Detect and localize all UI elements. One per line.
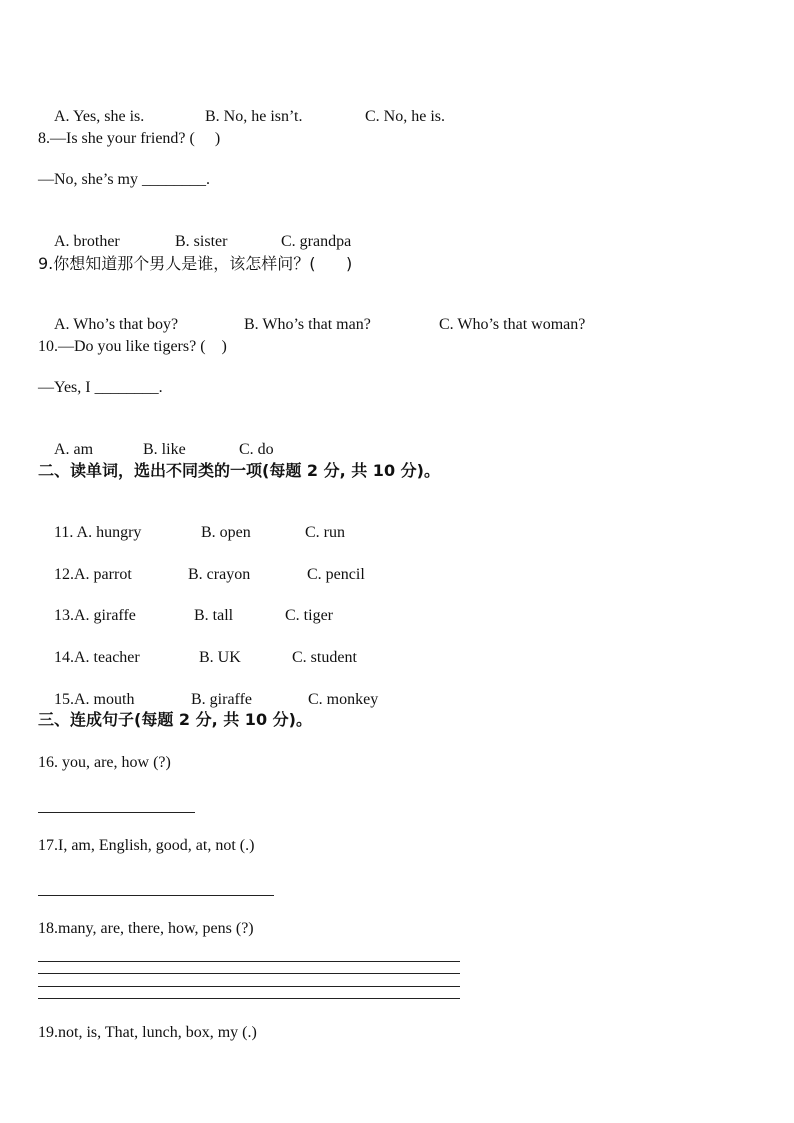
q11-option-a: 11. A. hungry — [54, 524, 142, 541]
q17-prompt: 17.I, am, English, good, at, not (.) — [38, 837, 255, 854]
q17-answer-line[interactable] — [38, 895, 274, 896]
q18-prompt: 18.many, are, there, how, pens (?) — [38, 920, 254, 937]
q9-option-b: B. Who’s that man? — [244, 316, 371, 333]
q7-option-c: C. No, he is. — [365, 108, 445, 125]
q15-option-b: B. giraffe — [191, 691, 253, 708]
q13-option-b: B. tall — [194, 607, 234, 624]
q9-question: 9.你想知道那个男人是谁，该怎样问？( ) — [38, 254, 353, 273]
q12-option-a: 12.A. parrot — [54, 566, 132, 583]
q14-option-b: B. UK — [199, 649, 241, 666]
q8-question: 8.—Is she your friend? ( ) — [38, 130, 221, 147]
q19-prompt: 19.not, is, That, lunch, box, my (.) — [38, 1024, 257, 1041]
q18-answer-line-4[interactable] — [38, 998, 460, 999]
section-2-heading: 二、读单词，选出不同类的一项(每题 2 分, 共 10 分)。 — [38, 461, 440, 480]
q8-response: —No, she’s my ________. — [38, 171, 210, 188]
q9-option-c: C. Who’s that woman? — [439, 316, 586, 333]
q13-option-c: C. tiger — [285, 607, 333, 624]
q12-option-c: C. pencil — [307, 566, 365, 583]
q8-option-c: C. grandpa — [281, 233, 352, 250]
q8-option-b: B. sister — [175, 233, 228, 250]
q14-option-c: C. student — [292, 649, 357, 666]
q11-option-c: C. run — [305, 524, 345, 541]
q9-option-a: A. Who’s that boy? — [54, 316, 179, 333]
section-3-heading: 三、连成句子(每题 2 分, 共 10 分)。 — [38, 710, 312, 729]
q10-response: —Yes, I ________. — [38, 379, 163, 396]
q15-option-c: C. monkey — [308, 691, 379, 708]
q18-answer-line-3[interactable] — [38, 986, 460, 987]
q16-answer-line[interactable] — [38, 812, 195, 813]
q11-option-b: B. open — [201, 524, 251, 541]
q14-option-a: 14.A. teacher — [54, 649, 140, 666]
q15-option-a: 15.A. mouth — [54, 691, 135, 708]
q10-option-b: B. like — [143, 441, 186, 458]
q7-option-b: B. No, he isn’t. — [205, 108, 303, 125]
q12-option-b: B. crayon — [188, 566, 251, 583]
q10-option-c: C. do — [239, 441, 274, 458]
q16-prompt: 16. you, are, how (?) — [38, 754, 171, 771]
q18-answer-line-2[interactable] — [38, 973, 460, 974]
q10-question: 10.—Do you like tigers? ( ) — [38, 338, 227, 355]
q13-option-a: 13.A. giraffe — [54, 607, 136, 624]
q18-answer-line-1[interactable] — [38, 961, 460, 962]
q7-option-a: A. Yes, she is. — [54, 108, 145, 125]
q8-option-a: A. brother — [54, 233, 120, 250]
q10-option-a: A. am — [54, 441, 94, 458]
